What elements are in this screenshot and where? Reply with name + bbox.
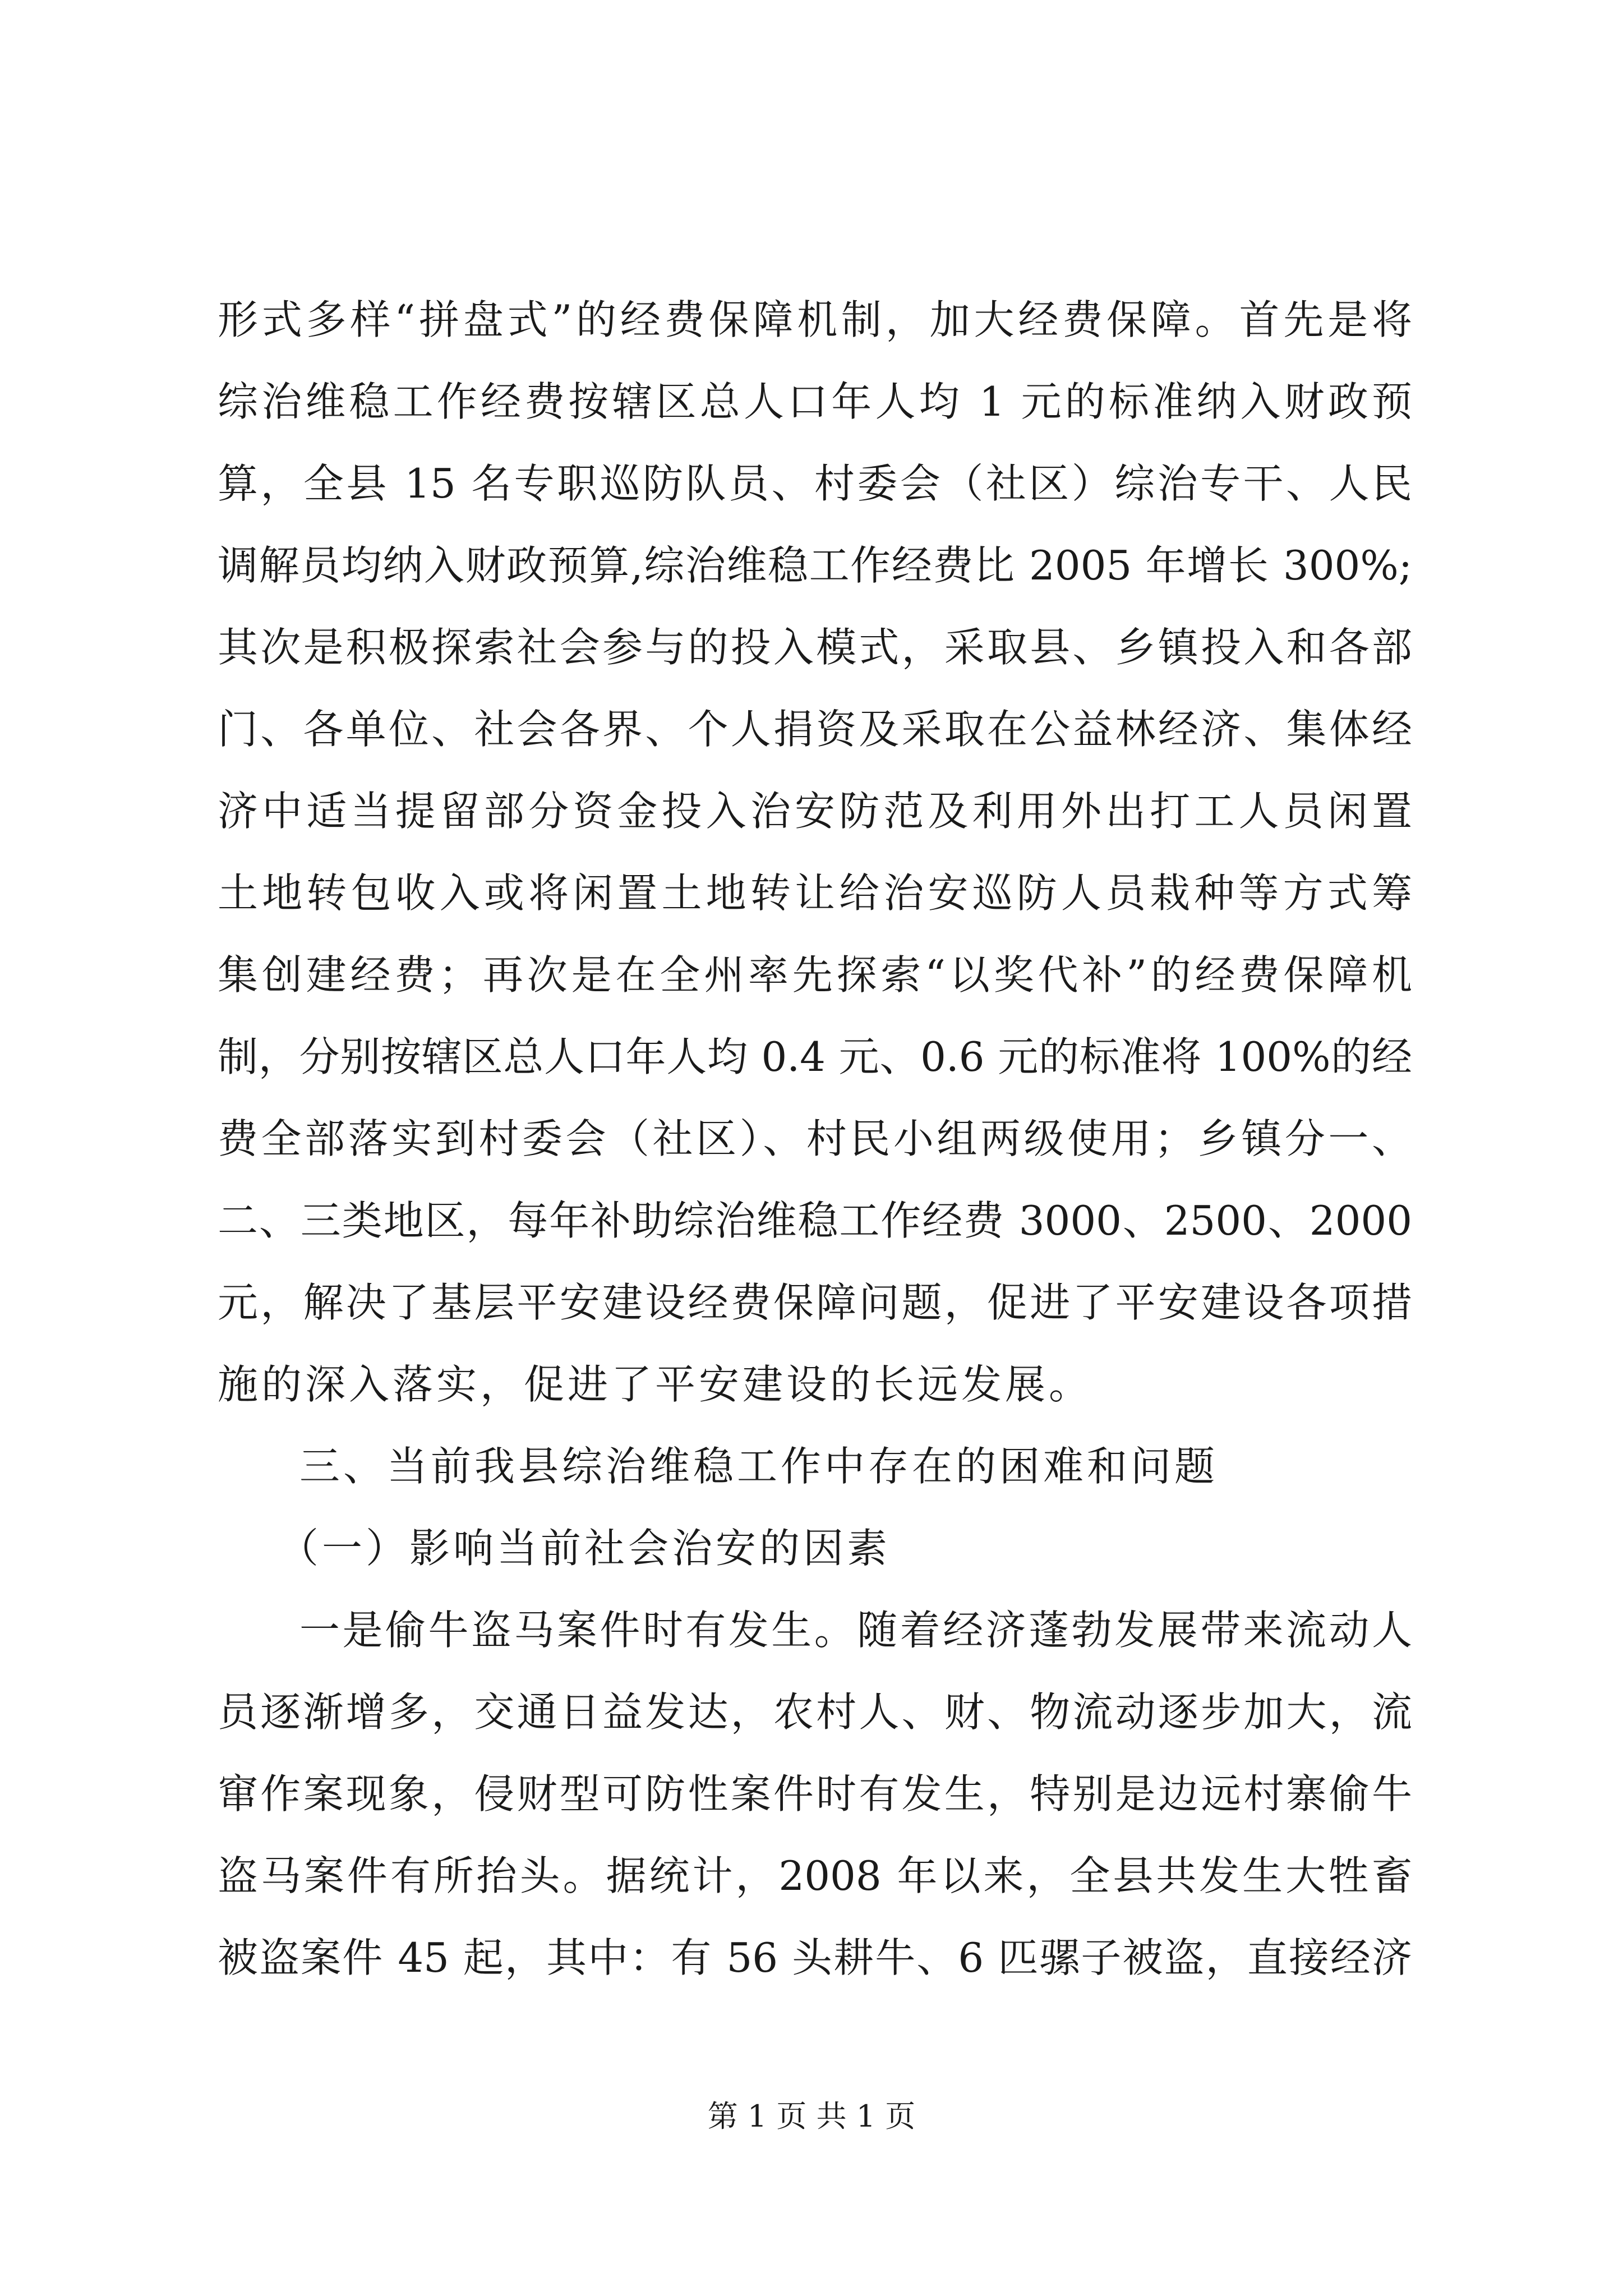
text-line: 元，解决了基层平安建设经费保障问题，促进了平安建设各项措 (218, 1279, 1412, 1326)
text-line: 施的深入落实，促进了平安建设的长远发展。 (218, 1361, 1093, 1408)
text-line: 综治维稳工作经费按辖区总人口年人均 1 元的标准纳入财政预 (218, 378, 1412, 425)
text-line: 土地转包收入或将闲置土地转让给治安巡防人员栽种等方式筹 (218, 869, 1412, 917)
text-line: 被盗案件 45 起，其中：有 56 头耕牛、6 匹骡子被盗，直接经济 (218, 1934, 1412, 1981)
text-line: 调解员均纳入财政预算,综治维稳工作经费比 2005 年增长 300%; (218, 542, 1412, 589)
text-line: 窜作案现象，侵财型可防性案件时有发生，特别是边远村寨偷牛 (218, 1770, 1412, 1818)
section-heading: 三、当前我县综治维稳工作中存在的困难和问题 (299, 1443, 1219, 1490)
page-footer: 第 1 页 共 1 页 (707, 2099, 916, 2134)
text-line: 盗马案件有所抬头。据统计，2008 年以来，全县共发生大牲畜 (218, 1852, 1412, 1899)
text-line: 费全部落实到村委会（社区）、村民小组两级使用；乡镇分一、 (218, 1115, 1412, 1162)
text-line: 其次是积极探索社会参与的投入模式，采取县、乡镇投入和各部 (218, 624, 1412, 671)
subsection-heading: （一）影响当前社会治安的因素 (278, 1525, 891, 1572)
text-line: 一是偷牛盗马案件时有发生。随着经济蓬勃发展带来流动人 (299, 1607, 1412, 1654)
text-line: 二、三类地区，每年补助综治维稳工作经费 3000、2500、2000 (218, 1197, 1412, 1244)
text-line: 制，分别按辖区总人口年人均 0.4 元、0.6 元的标准将 100%的经 (218, 1033, 1412, 1080)
text-line: 门、各单位、社会各界、个人捐资及采取在公益林经济、集体经 (218, 706, 1412, 753)
text-line: 员逐渐增多，交通日益发达，农村人、财、物流动逐步加大，流 (218, 1688, 1412, 1736)
text-line: 集创建经费；再次是在全州率先探索“以奖代补”的经费保障机 (218, 951, 1412, 999)
text-line: 形式多样“拼盘式”的经费保障机制，加大经费保障。首先是将 (218, 296, 1412, 343)
text-line: 济中适当提留部分资金投入治安防范及利用外出打工人员闲置 (218, 788, 1412, 835)
text-line: 算，全县 15 名专职巡防队员、村委会（社区）综治专干、人民 (218, 460, 1412, 507)
